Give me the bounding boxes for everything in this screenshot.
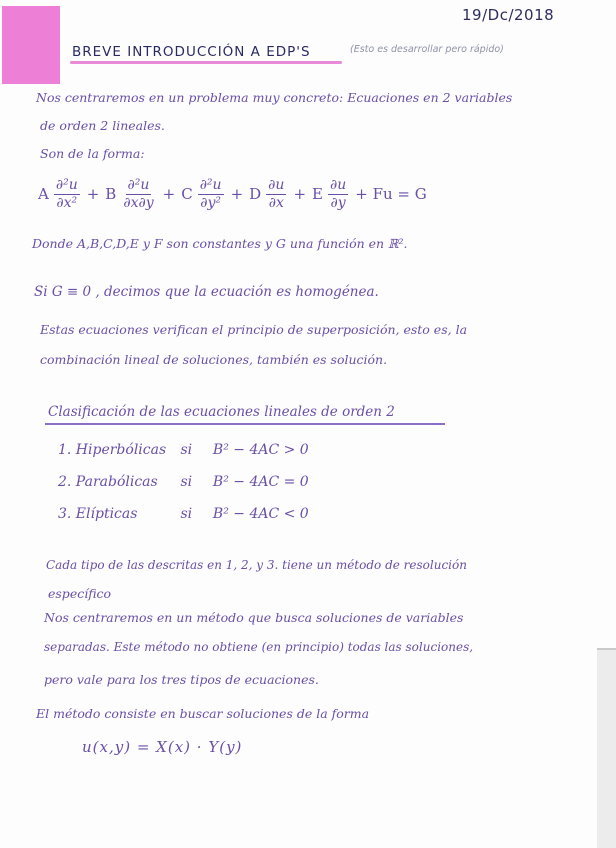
method-line-6: El método consiste en buscar soluciones de la forma: [36, 706, 370, 721]
method-line-2: específico: [48, 586, 112, 601]
frac-denominator: ∂x: [268, 194, 284, 211]
method-line-3: Nos centraremos en un método que busca soluciones de variables: [44, 610, 464, 625]
page-title: BREVE INTRODUCCIÓN A EDP'S: [72, 44, 311, 60]
coef-d: D: [249, 185, 262, 203]
title-note: (Esto es desarrollar pero rápido): [350, 44, 504, 55]
frac-du-dy: [328, 177, 348, 212]
frac-numerator: ∂u: [268, 176, 285, 193]
frac-denominator: ∂x∂y: [123, 194, 154, 211]
pde-general-equation: [36, 172, 431, 216]
frac-numerator: ∂u: [329, 176, 347, 193]
intro-line-1: Nos centraremos en un problema muy concreto: Ecuaciones en 2 variables: [36, 90, 513, 105]
title-highlight-underline: [70, 61, 342, 64]
classification-condition: B² − 4AC = 0: [212, 474, 309, 490]
superposition-line-1: Estas ecuaciones verifican el principio de superposición, esto es, la: [40, 322, 468, 337]
date-label: 19/Dc/2018: [462, 6, 555, 24]
intro-line-2: de orden 2 lineales.: [40, 118, 165, 133]
coef-e: E: [312, 185, 323, 203]
method-line-4: separadas. Este método no obtiene (en principio) todas las soluciones,: [44, 640, 474, 654]
frac-du-dx: [266, 177, 286, 212]
page-edge-line: [597, 648, 616, 650]
pink-sticky-tab: [2, 6, 60, 84]
where-line: Donde A,B,C,D,E y F son constantes y G una función en ℝ².: [32, 236, 408, 251]
classification-label: 3. Elípticas: [58, 506, 138, 522]
frac-denominator: ∂y: [330, 194, 346, 211]
classification-condition: B² − 4AC > 0: [212, 442, 309, 458]
classification-si: si: [180, 442, 193, 458]
plus-sign: +: [293, 185, 307, 203]
classification-si: si: [180, 506, 193, 522]
classification-condition: B² − 4AC < 0: [212, 506, 309, 522]
superposition-line-2: combinación lineal de soluciones, también es solución.: [40, 352, 388, 367]
classification-item-elliptic: [58, 506, 309, 522]
plus-sign: +: [230, 185, 244, 203]
frac-numerator: ∂²u: [127, 176, 150, 193]
frac-numerator: ∂²u: [55, 176, 78, 193]
classification-underline: [45, 423, 445, 425]
page-edge-strip: [597, 648, 616, 848]
classification-si: si: [180, 474, 193, 490]
method-line-1: Cada tipo de las descritas en 1, 2, y 3. tiene un método de resolución: [46, 558, 467, 572]
plus-sign: +: [162, 185, 176, 203]
frac-denominator: ∂y²: [200, 194, 221, 211]
coef-a: A: [38, 185, 49, 203]
intro-line-3: Son de la forma:: [40, 146, 145, 161]
separated-solution-form: u(x,y) = X(x) · Y(y): [82, 738, 243, 756]
frac-denominator: ∂x²: [56, 194, 78, 211]
frac-d2u-dxdy: [121, 177, 155, 212]
frac-d2u-dx2: [54, 177, 80, 212]
classification-heading: Clasificación de las ecuaciones lineales de orden 2: [48, 404, 395, 420]
coef-b: B: [105, 185, 117, 203]
equation-tail: + Fu = G: [355, 185, 427, 203]
classification-label: 2. Parabólicas: [58, 474, 158, 490]
plus-sign: +: [86, 185, 100, 203]
coef-c: C: [181, 185, 193, 203]
classification-item-hyperbolic: [58, 442, 309, 458]
classification-label: 1. Hiperbólicas: [58, 442, 167, 458]
frac-numerator: ∂²u: [199, 176, 222, 193]
method-line-5: pero vale para los tres tipos de ecuaciones.: [44, 672, 319, 687]
homogeneous-line: Si G ≡ 0 , decimos que la ecuación es homogénea.: [34, 284, 379, 300]
frac-d2u-dy2: [198, 177, 224, 212]
classification-item-parabolic: [58, 474, 309, 490]
